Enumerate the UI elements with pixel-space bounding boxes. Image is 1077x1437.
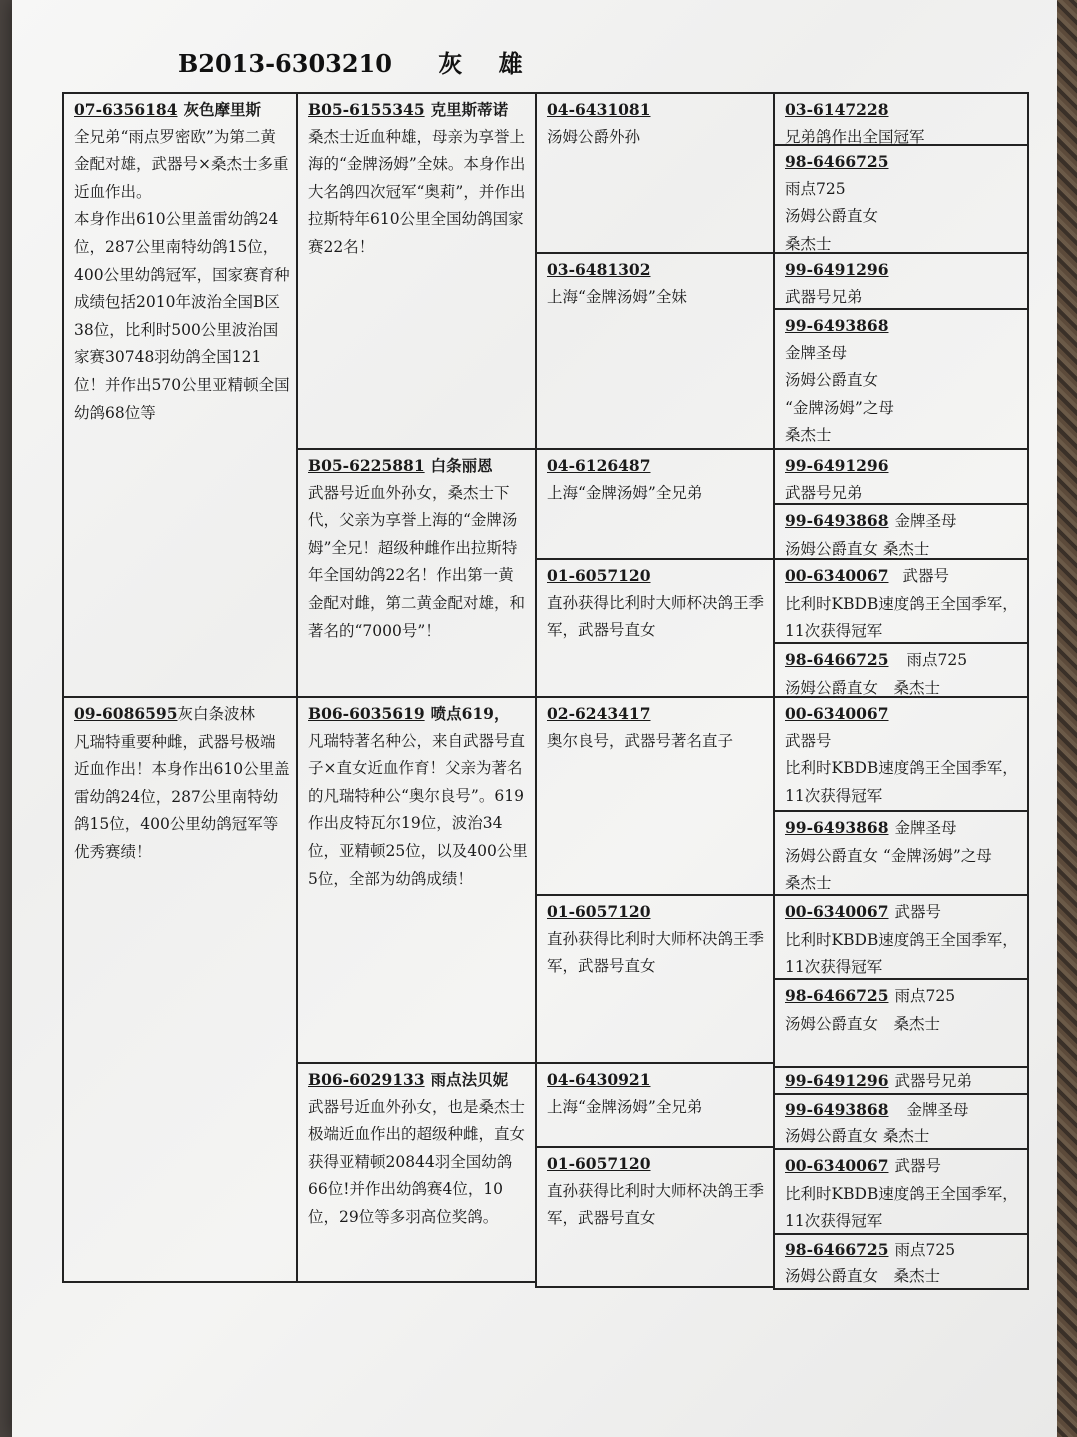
gggp-description: 比利时KBDB速度鸽王全国季军，11次获得冠军 [785,594,1018,641]
ggp-ring: 02-6243417 [547,704,651,723]
ggp-ring: 01-6057120 [547,1154,651,1173]
great-grandparent-cell [537,698,773,894]
gggp-ring: 98-6466725 [785,650,889,669]
gggp-cell [775,1068,1027,1093]
sire-cell [64,94,296,696]
gggp-ring: 00-6340067 [785,566,889,585]
gggp-description: 汤姆公爵直女 桑杰士 [785,539,930,558]
sire-description: 全兄弟“雨点罗密欧”为第二黄金配对雄，武器号×桑杰士多重近血作出。 本身作出610公里盖雷幼鸽24位，287公里南特幼鸽15位，400公里幼鸽冠军，国家赛育种成绩包括2010年波治全国B区38位，比利时500公里波治国家赛30748羽幼鸽全国121位！并作出570公里亚精顿全国幼鸽68位等 [74,127,290,422]
great-grandparent-cell [537,450,773,558]
gggp-description: 武器号兄弟 [785,287,863,306]
dam-heading [74,700,290,729]
grandparent-name: 喷点619， [430,704,510,723]
gggp-ring: 00-6340067 [785,902,889,921]
ggp-ring: 04-6431081 [547,100,651,119]
sire-heading [74,96,290,124]
ggp-ring: 01-6057120 [547,566,651,585]
great-grandparent-cell [537,254,773,448]
gggp-name: 雨点725 [894,987,956,1005]
gggp-cell [775,698,1027,810]
gggp-name: 雨点725 [894,1241,956,1259]
gggp-description: 武器号 比利时KBDB速度鸽王全国季军，11次获得冠军 [785,731,1018,805]
dam-name: 灰白条波林 [177,705,256,723]
gggp-name: 武器号 [902,567,950,585]
ggp-description: 奥尔良号，武器号著名直子 [547,731,734,750]
gggp-cell [775,146,1027,252]
gggp-ring: 99-6493868 [785,316,889,335]
ggp-ring: 03-6481302 [547,260,651,279]
great-grandparent-cell [537,896,773,1062]
gggp-name: 金牌圣母 [906,1101,969,1119]
ggp-ring: 04-6430921 [547,1070,651,1089]
gggp-cell [775,896,1027,978]
gggp-cell [775,1150,1027,1233]
gggp-name: 雨点725 [906,651,968,669]
grandparent-ring: B05-6225881 [308,456,425,475]
title-color-sex: 灰 雄 [438,49,537,78]
gggp-description: 兄弟鸽作出全国冠军 [785,127,925,144]
gggp-ring: 98-6466725 [785,1240,889,1259]
gggp-cell [775,450,1027,503]
ggp-description: 直孙获得比利时大师杯决鸽王季军，武器号直女 [547,929,765,976]
gggp-cell [775,1095,1027,1148]
gggp-ring: 00-6340067 [785,704,889,723]
gggp-description: 比利时KBDB速度鸽王全国季军，11次获得冠军 [785,1184,1018,1231]
sire-name: 灰色摩里斯 [183,100,262,119]
dam-description: 凡瑞特重要种雌，武器号极端近血作出！本身作出610公里盖雷幼鸽24位，287公里南特幼鸽15位，400公里幼鸽冠军等优秀赛绩！ [74,732,290,861]
grandparent-cell [298,94,535,448]
great-grandparent-cell [537,560,773,696]
dam-cell [64,698,296,1281]
gggp-description: 武器号兄弟 [785,483,863,502]
grandparent-description: 武器号近血外孙女，桑杰士下代，父亲为享誉上海的“金牌汤姆”全兄！超级种雌作出拉斯特年全国幼鸽22名！作出第一黄金配对雌，第二黄金配对雄，和著名的“7000号”！ [308,483,526,640]
gggp-cell [775,980,1027,1066]
gggp-name: 金牌圣母 [894,819,957,837]
great-grandparent-cell [537,94,773,252]
gggp-cell [775,254,1027,308]
grandparent-name: 白条丽恩 [430,456,493,475]
sire-ring: 07-6356184 [74,100,178,119]
dam-ring: 09-6086595 [74,704,178,723]
ggp-description: 上海“金牌汤姆”全兄弟 [547,483,703,502]
background-fabric [1057,0,1077,1437]
gggp-ring: 99-6491296 [785,1071,889,1090]
ggp-description: 直孙获得比利时大师杯决鸽王季军，武器号直女 [547,593,765,640]
gggp-description: 雨点725 汤姆公爵直女 桑杰士 [785,179,879,252]
gggp-name: 武器号 [894,903,942,921]
gggp-description: 汤姆公爵直女 “金牌汤姆”之母 桑杰士 [785,846,1008,893]
gggp-cell [775,812,1027,894]
gggp-ring: 99-6493868 [785,818,889,837]
pedigree-title [178,44,537,84]
grandparent-name: 克里斯蒂诺 [430,100,509,119]
ggp-ring: 04-6126487 [547,456,651,475]
gggp-ring: 99-6491296 [785,260,889,279]
gggp-ring: 99-6493868 [785,511,889,530]
ggp-description: 上海“金牌汤姆”全妹 [547,287,687,306]
grandparent-ring: B06-6029133 [308,1070,425,1089]
gggp-ring: 99-6491296 [785,456,889,475]
grandparent-description: 凡瑞特著名种公，来自武器号直子×直女近血作育！父亲为著名的凡瑞特种公“奥尔良号”。619作出皮特瓦尔19位，波治34位，亚精顿25位，以及400公里5位，全部为幼鸽成绩！ [308,731,528,888]
gggp-description: 汤姆公爵直女 桑杰士 [785,678,941,696]
gggp-description: 比利时KBDB速度鸽王全国季军，11次获得冠军 [785,930,1018,977]
gggp-cell [775,310,1027,448]
gggp-description: 汤姆公爵直女 桑杰士 [785,1014,941,1033]
gggp-description: 金牌圣母 汤姆公爵直女 “金牌汤姆”之母 桑杰士 [785,343,894,445]
gggp-ring: 03-6147228 [785,100,889,119]
ggp-ring: 01-6057120 [547,902,651,921]
title-ring-number: B2013-6303210 [178,49,392,78]
great-grandparent-cell [537,1064,773,1146]
grandparent-cell [298,1064,535,1281]
gggp-description: 汤姆公爵直女 桑杰士 [785,1267,941,1285]
gggp-cell [775,505,1027,558]
grandparent-ring: B06-6035619 [308,704,425,723]
grandparent-cell [298,698,535,1062]
gggp-name: 武器号兄弟 [894,1072,973,1090]
gggp-ring: 98-6466725 [785,152,889,171]
grandparent-description: 武器号近血外孙女，也是桑杰士极端近血作出的超级种雌，直女获得亚精顿20844羽全国幼鸽66位!并作出幼鸽赛4位，10位，29位等多羽高位奖鸽。 [308,1097,526,1226]
gggp-ring: 00-6340067 [785,1156,889,1175]
grandparent-ring: B05-6155345 [308,100,425,119]
gggp-cell [775,1235,1027,1288]
gggp-name: 金牌圣母 [894,512,957,530]
gggp-ring: 99-6493868 [785,1100,889,1119]
gggp-cell [775,560,1027,642]
ggp-description: 上海“金牌汤姆”全兄弟 [547,1097,703,1116]
ggp-description: 汤姆公爵外孙 [547,127,641,146]
grandparent-name: 雨点法贝妮 [430,1070,509,1089]
ggp-description: 直孙获得比利时大师杯决鸽王季军，武器号直女 [547,1181,765,1228]
great-grandparent-cell [537,1148,773,1286]
grandparent-description: 桑杰士近血种雄，母亲为享誉上海的“金牌汤姆”全妹。本身作出大名鸽四次冠军“奥莉”，并作出拉斯特年610公里全国幼鸽国家赛22名！ [308,127,526,256]
grandparent-cell [298,450,535,696]
gggp-cell [775,644,1027,696]
gggp-description: 汤姆公爵直女 桑杰士 [785,1127,930,1145]
gggp-name: 武器号 [894,1157,942,1175]
gggp-ring: 98-6466725 [785,986,889,1005]
gggp-cell [775,94,1027,144]
